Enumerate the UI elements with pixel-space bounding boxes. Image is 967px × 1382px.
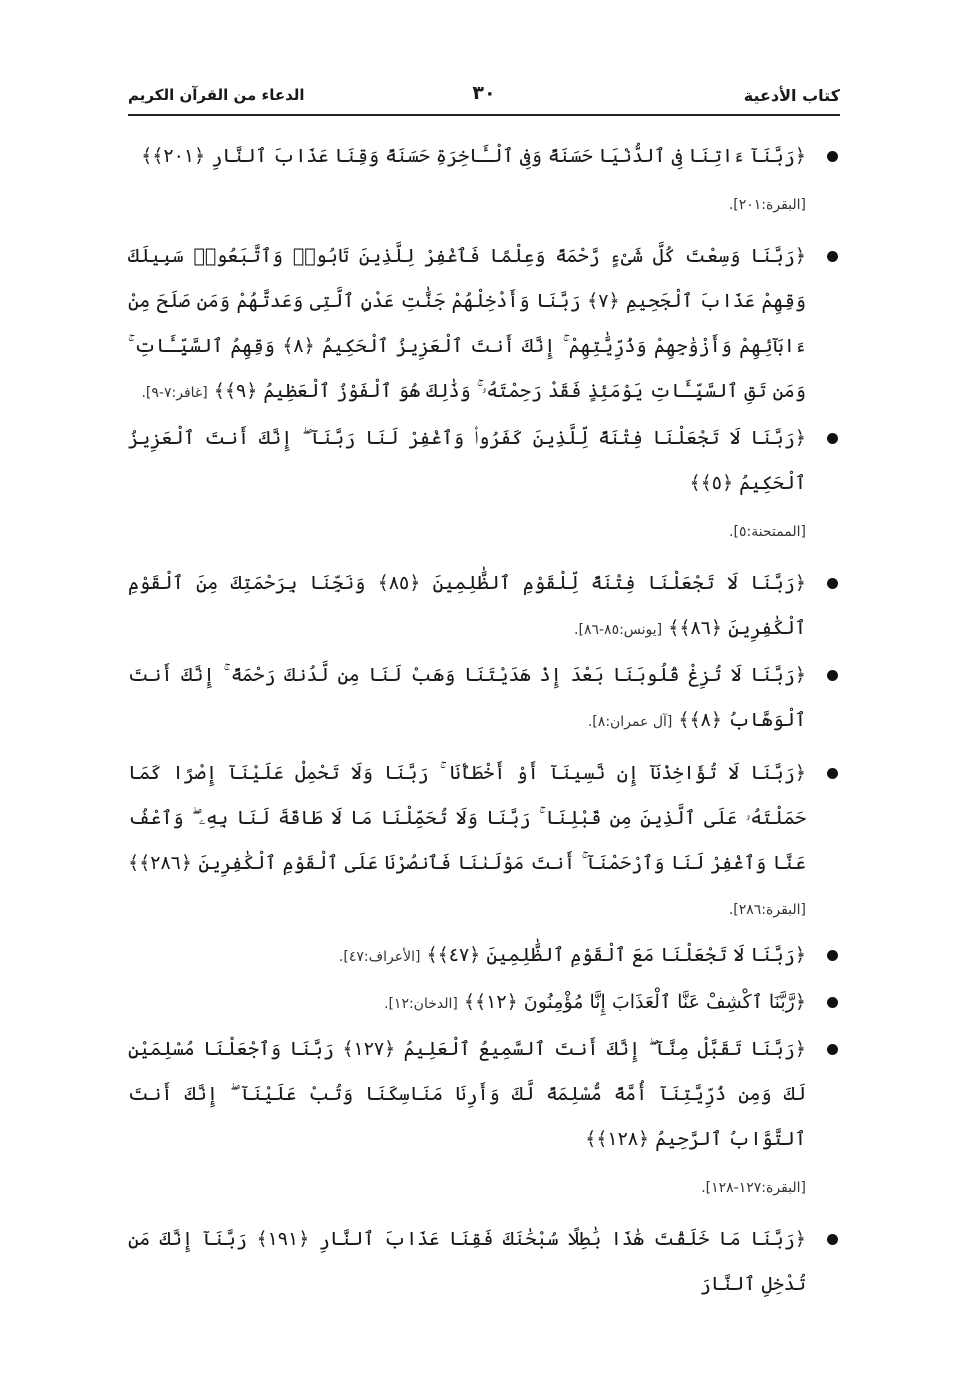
verse-text: ﴿رَبَّنَا تَقَبَّلْ مِنَّآ ۖ إِنَّكَ أَنتَ ٱلسَّمِيعُ ٱلْعَلِيمُ ﴿١٢٧﴾ رَبَّنَا وَٱجْعَلْنَا مُسْلِمَيْنِ لَكَ وَمِن ذُرِّيَّتِنَآ أُمَّةً مُّسْلِمَةً لَّكَ وَأَرِنَا مَنَاسِكَنَا وَتُبْ عَلَيْنَآ ۖ إِنَّكَ أَنتَ ٱلتَّوَّابُ ٱلرَّحِيمُ ﴿١٢٨﴾﴾ [128,1038,807,1150]
verse-text: ﴿رَبَّنَآ ءَاتِنَا فِى ٱلدُّنْيَا حَسَنَةً وَفِى ٱلْـَٔاخِرَةِ حَسَنَةً وَقِنَا عَذَابَ ٱلنَّارِ ﴿٢٠١﴾﴾ [141,145,806,167]
verse-reference: [البقرة:٢٨٦]. [728,902,806,918]
bullet-icon [827,670,838,681]
verse-reference: [الممتحنة:٥]. [729,524,806,540]
verse-reference: [الدخان:١٢]. [384,996,458,1012]
dua-item-6 [128,751,840,933]
verse-text: ﴿رَبَّنَا لَا تَجْعَلْنَا فِتْنَةً لِّلْقَوْمِ ٱلظَّٰلِمِينَ ﴿٨٥﴾ وَنَجِّنَا بِرَحْمَتِكَ مِنَ ٱلْقَوْمِ ٱلْكَٰفِرِينَ ﴿٨٦﴾﴾ [128,572,807,639]
verse-reference: [الأعراف:٤٧]. [338,949,421,965]
chapter-title: الدعاء من القرآن الكريم [128,86,305,104]
verse-text: ﴿رَبَّنَا لَا تُؤَاخِذْنَآ إِن نَّسِينَآ أَوْ أَخْطَأْنَا ۚ رَبَّنَا وَلَا تَحْمِلْ عَلَيْنَآ إِصْرًا كَمَا حَمَلْتَهُۥ عَلَى ٱلَّذِينَ مِن قَبْلِنَا ۚ رَبَّنَا وَلَا تُحَمِّلْنَا مَا لَا طَاقَةَ لَنَا بِهِۦ ۖ وَٱعْفُ عَنَّا وَٱغْفِرْ لَنَا وَٱرْحَمْنَآ ۚ أَنتَ مَوْلَىٰنَا فَٱنصُرْنَا عَلَى ٱلْقَوْمِ ٱلْكَٰفِرِينَ ﴿٢٨٦﴾﴾ [128,762,806,874]
dua-item-4 [128,561,840,653]
verse-reference: [البقرة:١٢٧-١٢٨]. [701,1180,806,1196]
dua-item-7 [128,933,840,980]
verse-text: ﴿رَبَّنَا لَا تَجْعَلْنَا مَعَ ٱلْقَوْمِ ٱلظَّٰلِمِينَ ﴿٤٧﴾﴾ [426,944,806,966]
bullet-icon [827,151,838,162]
bullet-icon [827,1234,838,1245]
bullet-icon [827,433,838,444]
dua-item-3 [128,416,840,555]
verse-text: ﴿رَبَّنَا وَسِعْتَ كُلَّ شَىْءٍ رَّحْمَةً وَعِلْمًا فَٱغْفِرْ لِلَّذِينَ تَابُوا۟ وَٱتَّبَعُوا۟ سَبِيلَكَ وَقِهِمْ عَذَابَ ٱلْجَحِيمِ ﴿٧﴾ رَبَّنَا وَأَدْخِلْهُمْ جَنَّٰتِ عَدْنٍ ٱلَّتِى وَعَدتَّهُمْ وَمَن صَلَحَ مِنْ ءَابَآئِهِمْ وَأَزْوَٰجِهِمْ وَذُرِّيَّٰتِهِمْ ۚ إِنَّكَ أَنتَ ٱلْعَزِيزُ ٱلْحَكِيمُ ﴿٨﴾ وَقِهِمُ ٱلسَّيِّـَٔاتِ ۚ وَمَن تَقِ ٱلسَّيِّـَٔاتِ يَوْمَئِذٍ فَقَدْ رَحِمْتَهُۥ ۚ وَذَٰلِكَ هُوَ ٱلْفَوْزُ ٱلْعَظِيمُ ﴿٩﴾﴾ [128,245,806,402]
verse-reference: [آل عمران:٨]. [587,714,673,730]
dua-item-2 [128,234,840,416]
bullet-icon [827,950,838,961]
verse-reference: [يونس:٨٥-٨٦]. [574,622,663,638]
verse-reference: [غافر:٧-٩]. [141,385,208,401]
dua-item-10 [128,1217,840,1307]
bullet-icon [827,768,838,779]
dua-item-1 [128,134,840,228]
dua-list [128,134,840,1307]
page-header [128,82,840,116]
page-number: ٣٠ [472,82,496,104]
verse-text: ﴿رَّبَّنَا ٱكْشِفْ عَنَّا ٱلْعَذَابَ إِنَّا مُؤْمِنُونَ ﴿١٢﴾﴾ [463,991,806,1013]
header-divider [128,114,840,116]
verse-text: ﴿رَبَّنَا لَا تَجْعَلْنَا فِتْنَةً لِّلَّذِينَ كَفَرُوا۟ وَٱغْفِرْ لَنَا رَبَّنَآ ۖ إِنَّكَ أَنتَ ٱلْعَزِيزُ ٱلْحَكِيمُ ﴿٥﴾﴾ [128,427,806,494]
dua-item-5 [128,653,840,745]
bullet-icon [827,1044,838,1055]
book-title: كتاب الأدعية [743,86,840,105]
verse-text: ﴿رَبَّنَا مَا خَلَقْتَ هَٰذَا بَٰطِلًا سُبْحَٰنَكَ فَقِنَا عَذَابَ ٱلنَّارِ ﴿١٩١﴾ رَبَّنَآ إِنَّكَ مَن تُدْخِلِ ٱلنَّارَ [128,1228,806,1295]
dua-item-8 [128,980,840,1027]
bullet-icon [827,997,838,1008]
bullet-icon [827,578,838,589]
bullet-icon [827,251,838,262]
verse-reference: [البقرة:٢٠١]. [728,197,806,213]
verse-text: ﴿رَبَّنَا لَا تُزِغْ قُلُوبَنَا بَعْدَ إِذْ هَدَيْتَنَا وَهَبْ لَنَا مِن لَّدُنكَ رَحْمَةً ۚ إِنَّكَ أَنتَ ٱلْوَهَّابُ ﴿٨﴾﴾ [128,664,806,731]
dua-item-9 [128,1027,840,1211]
